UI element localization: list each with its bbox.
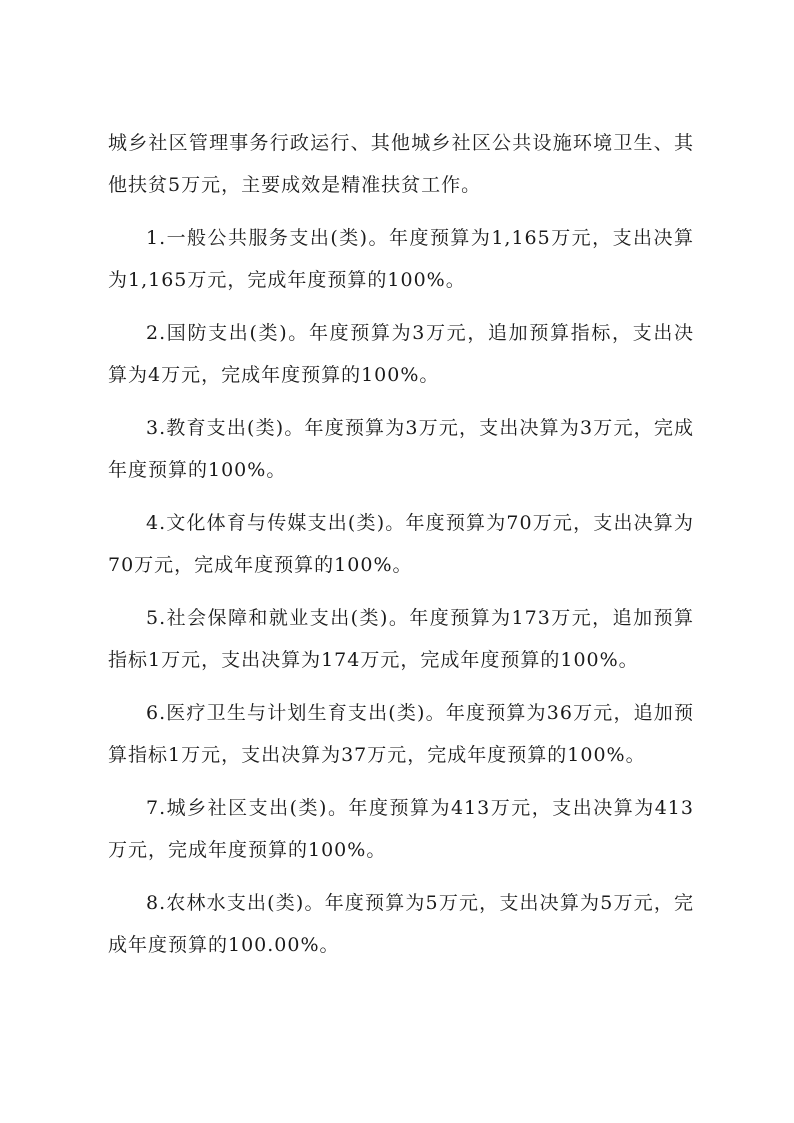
paragraph-general-public-services: 1.一般公共服务支出(类)。年度预算为1,165万元，支出决算为1,165万元，完成年度预算的100%。 — [108, 227, 694, 291]
paragraph-national-defense: 2.国防支出(类)。年度预算为3万元，追加预算指标，支出决算为4万元，完成年度预算的100%。 — [108, 322, 694, 386]
paragraph-healthcare: 6.医疗卫生与计划生育支出(类)。年度预算为36万元，追加预算指标1万元，支出决算为37万元，完成年度预算的100%。 — [108, 702, 694, 766]
paragraph-social-security: 5.社会保障和就业支出(类)。年度预算为173万元，追加预算指标1万元，支出决算为174万元，完成年度预算的100%。 — [108, 607, 694, 671]
paragraph-urban-rural-community: 7.城乡社区支出(类)。年度预算为413万元，支出决算为413万元，完成年度预算的100%。 — [108, 797, 694, 861]
paragraph-culture-sports-media: 4.文化体育与传媒支出(类)。年度预算为70万元，支出决算为70万元，完成年度预算的100%。 — [108, 512, 694, 576]
document-body — [108, 122, 694, 977]
paragraph-agriculture-forestry-water: 8.农林水支出(类)。年度预算为5万元，支出决算为5万元，完成年度预算的100.00%。 — [108, 892, 694, 956]
paragraph-education: 3.教育支出(类)。年度预算为3万元，支出决算为3万元，完成年度预算的100%。 — [108, 417, 694, 481]
paragraph-continuation: 城乡社区管理事务行政运行、其他城乡社区公共设施环境卫生、其他扶贫5万元，主要成效是精准扶贫工作。 — [108, 132, 694, 196]
